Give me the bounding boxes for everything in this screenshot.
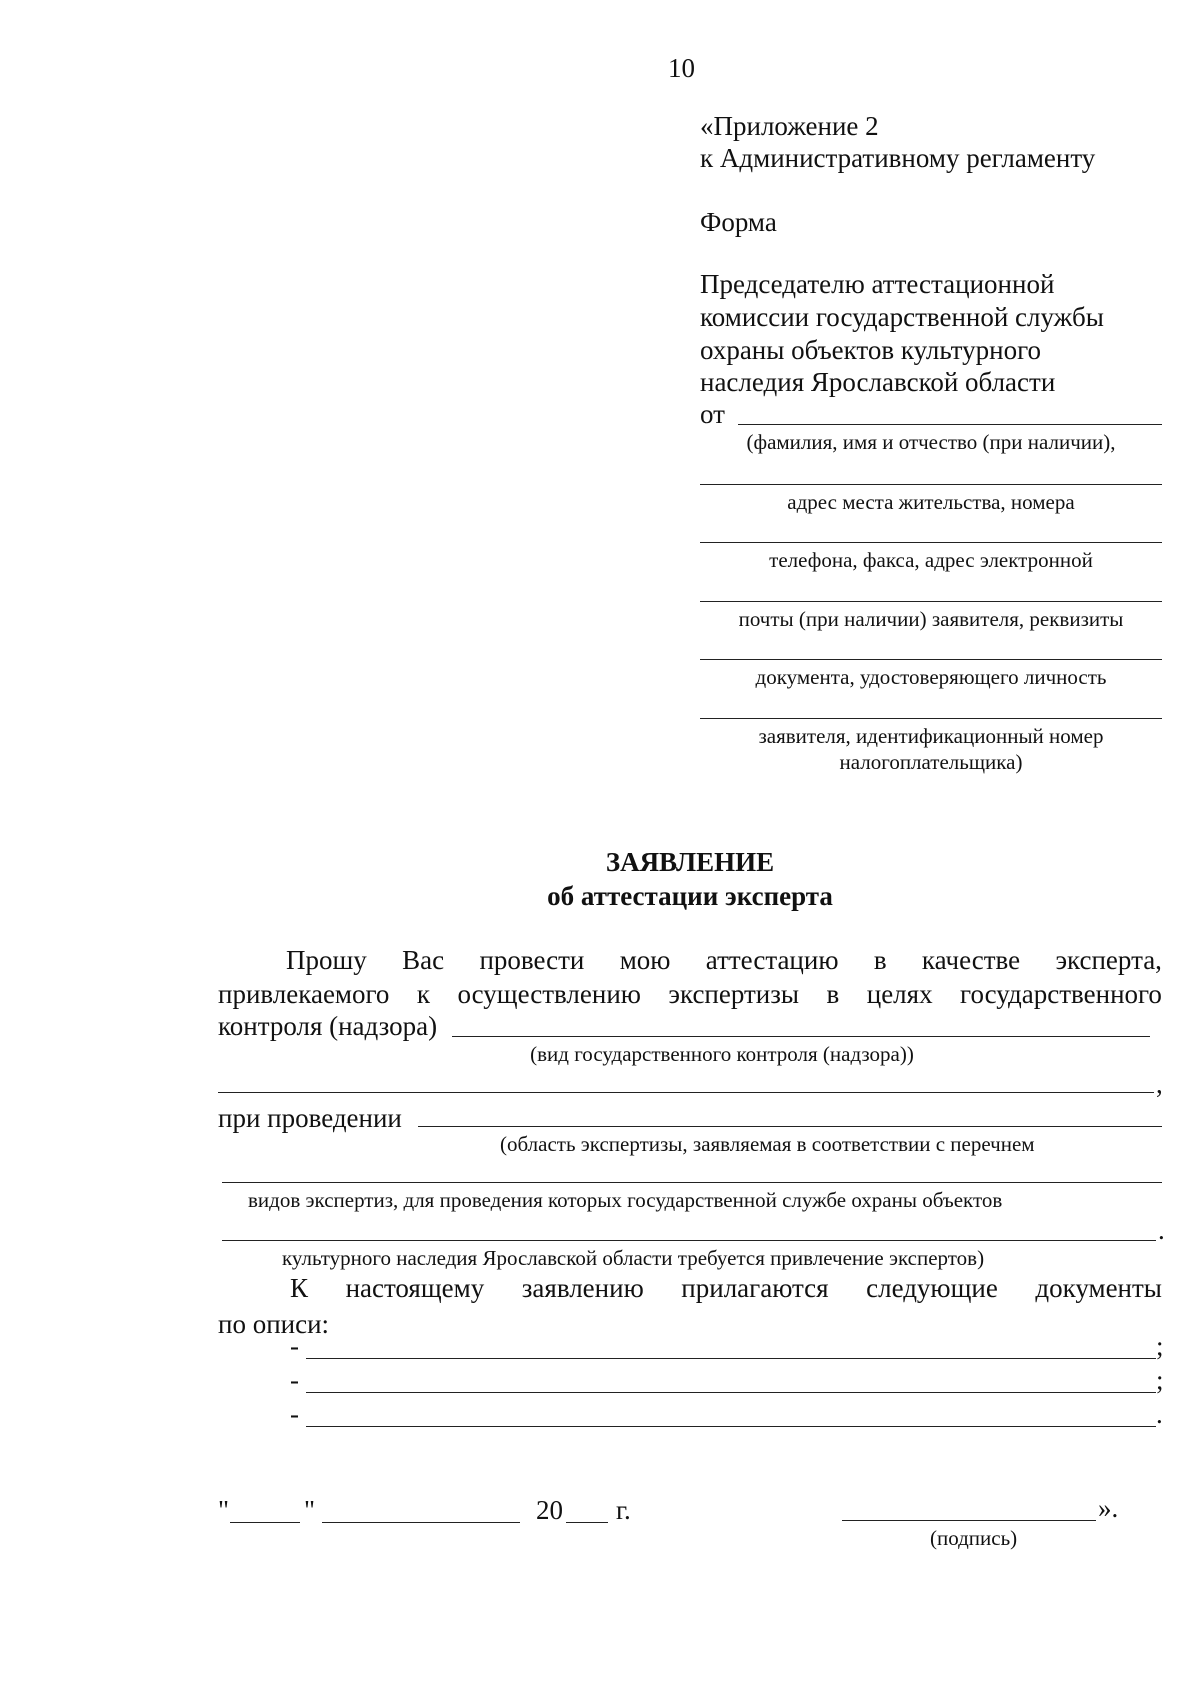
word: в: [873, 945, 887, 975]
year-suffix: г.: [616, 1495, 631, 1525]
conducting-label: при проведении: [218, 1103, 402, 1133]
hint-id-document: документа, удостоверяющего личность: [755, 665, 1107, 689]
paragraph-2-line-1: [290, 1272, 1162, 1304]
list-dash-2: -: [290, 1365, 299, 1395]
word: следующие: [866, 1273, 998, 1303]
hint-tax-id: заявителя, идентификационный номер: [758, 724, 1104, 748]
signature-field[interactable]: [842, 1520, 1096, 1521]
applicant-id-document-field[interactable]: [700, 659, 1162, 660]
applicant-address-field[interactable]: [700, 484, 1162, 485]
word: настоящему: [345, 1273, 485, 1303]
word: привлекаемого: [218, 979, 390, 1009]
comma: ,: [1156, 1069, 1163, 1099]
date-quote-open: ": [218, 1495, 230, 1525]
addressee-line-1: Председателю аттестационной: [700, 269, 1055, 299]
document-item-2-field[interactable]: [306, 1392, 1156, 1393]
hint-name: (фамилия, имя и отчество (при наличии),: [746, 430, 1116, 454]
word: Прошу: [286, 945, 367, 975]
word: К: [290, 1273, 309, 1303]
hint-taxpayer: налогоплательщика): [839, 750, 1023, 774]
list-end-1: ;: [1156, 1331, 1164, 1361]
hint-expertise-area-2: видов экспертиз, для проведения которых государственной службе охраны объектов: [248, 1188, 1003, 1212]
word: Вас: [402, 945, 445, 975]
date-year-field[interactable]: [566, 1522, 608, 1523]
hint-control-type: (вид государственного контроля (надзора)): [530, 1042, 914, 1066]
hint-expertise-area-1: (область экспертизы, заявляемая в соответствии с перечнем: [500, 1132, 1035, 1156]
expertise-area-field-2[interactable]: [222, 1182, 1162, 1183]
list-dash-1: -: [290, 1331, 299, 1361]
word: заявлению: [521, 1273, 644, 1303]
form-label: Форма: [700, 207, 777, 237]
word: в: [826, 979, 840, 1009]
page-number: 10: [668, 53, 695, 83]
applicant-phone-field[interactable]: [700, 542, 1162, 543]
word: экспертизы: [668, 979, 800, 1009]
list-dash-3: -: [290, 1399, 299, 1429]
word: государственного: [960, 979, 1162, 1009]
applicant-name-field[interactable]: [738, 424, 1162, 425]
hint-email: почты (при наличии) заявителя, реквизиты: [738, 607, 1124, 631]
expertise-area-field[interactable]: [418, 1126, 1162, 1127]
word: эксперта,: [1055, 945, 1162, 975]
date-quote-close: ": [304, 1495, 316, 1525]
signature-hint: (подпись): [930, 1526, 1018, 1550]
addressee-line-4: наследия Ярославской области: [700, 367, 1056, 397]
control-type-field[interactable]: [452, 1036, 1150, 1037]
hint-expertise-area-3: культурного наследия Ярославской области требуется привлечение экспертов): [282, 1246, 985, 1270]
control-label: контроля (надзора): [218, 1011, 438, 1041]
word: к: [416, 979, 431, 1009]
hint-address: адрес места жительства, номера: [787, 490, 1075, 514]
word: осуществлению: [457, 979, 641, 1009]
appendix-label: «Приложение 2: [700, 111, 879, 141]
paragraph-1-line-1: [286, 944, 1162, 976]
document-subtitle: об аттестации эксперта: [547, 881, 833, 911]
list-end-3: .: [1156, 1399, 1163, 1429]
document-item-3-field[interactable]: [306, 1426, 1156, 1427]
date-day-field[interactable]: [230, 1522, 300, 1523]
word: аттестацию: [705, 945, 839, 975]
applicant-tax-id-field[interactable]: [700, 718, 1162, 719]
word: провести: [479, 945, 585, 975]
word: прилагаются: [681, 1273, 829, 1303]
period: .: [1158, 1215, 1165, 1245]
from-label: от: [700, 399, 725, 429]
regulation-label: к Административному регламенту: [700, 143, 1096, 173]
expertise-area-field-3[interactable]: [222, 1240, 1156, 1241]
year-prefix: 20: [536, 1495, 563, 1525]
list-end-2: ;: [1156, 1365, 1164, 1395]
date-month-field[interactable]: [322, 1522, 520, 1523]
word: мою: [619, 945, 671, 975]
paragraph-1-line-2: [218, 978, 1162, 1010]
addressee-line-3: охраны объектов культурного: [700, 335, 1041, 365]
document-title: ЗАЯВЛЕНИЕ: [605, 847, 775, 877]
word: документы: [1035, 1273, 1162, 1303]
control-type-continuation-field[interactable]: [218, 1092, 1154, 1093]
hint-phone: телефона, факса, адрес электронной: [769, 548, 1093, 572]
inventory-label: по описи:: [218, 1309, 330, 1339]
document-item-1-field[interactable]: [306, 1358, 1156, 1359]
addressee-line-2: комиссии государственной службы: [700, 302, 1104, 332]
word: качестве: [921, 945, 1021, 975]
applicant-email-field[interactable]: [700, 601, 1162, 602]
word: целях: [866, 979, 933, 1009]
closing-quote: ».: [1098, 1493, 1119, 1523]
